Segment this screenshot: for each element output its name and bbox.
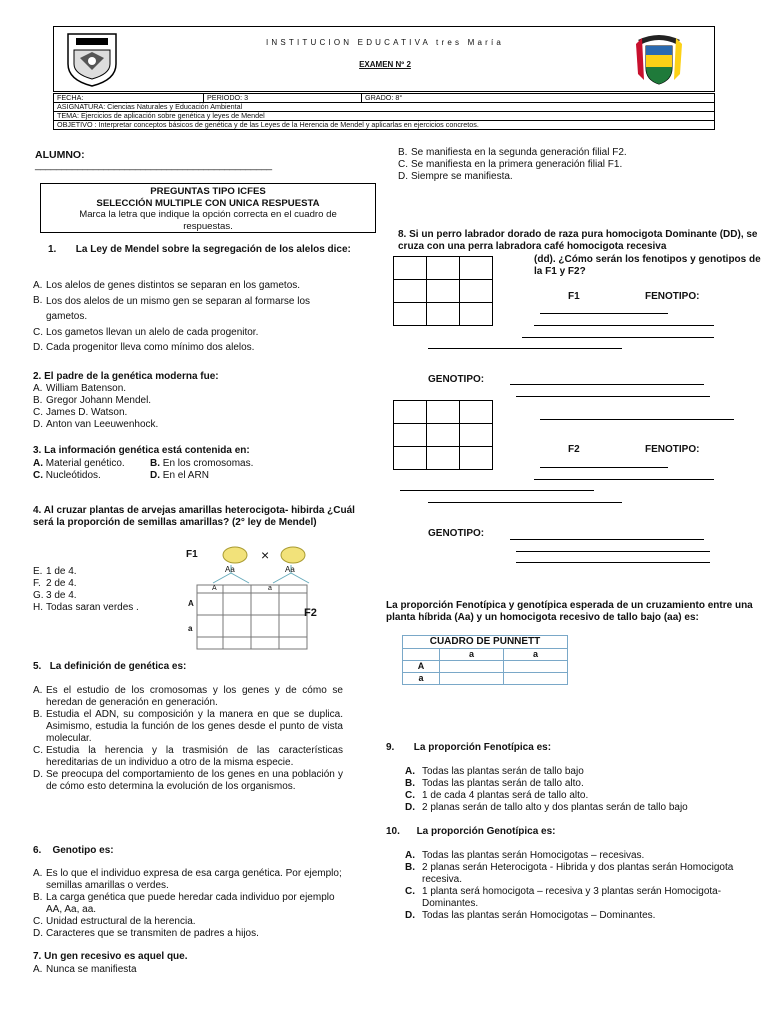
q10-option-b[interactable]: B. 2 planas serán Heterocigota - Hibrida y dos plantas serán Homocigota recesiva.	[405, 862, 734, 885]
q9-option-b[interactable]: B. Todas las plantas serán de tallo alto.	[405, 778, 584, 789]
answer-line[interactable]	[400, 490, 594, 491]
school-logo	[62, 30, 122, 88]
colombia-coat-of-arms	[630, 30, 688, 88]
exam-number: EXAMEN Nº 2	[359, 60, 411, 69]
q10-question	[386, 826, 555, 838]
q4-f2-label: F2	[304, 607, 317, 619]
q7-option-b[interactable]: B. Se manifiesta en la segunda generación filial F2.	[398, 147, 627, 158]
q5-option-d[interactable]: D. Se preocupa del comportamiento de los genes en una población y de cómo esto determina la evolución de los organismos.	[33, 769, 343, 792]
q8-f2-fenotipo-label: FENOTIPO:	[645, 444, 700, 455]
q8-f2-punnett-grid[interactable]	[393, 400, 493, 470]
q4-parent-right: Aa	[285, 565, 295, 574]
q10-text: La proporción Genotípica es:	[416, 826, 556, 837]
tema-row: TEMA: Ejercicios de aplicación sobre genética y leyes de Mendel	[54, 112, 714, 121]
q9-number: 9.	[386, 742, 395, 753]
info-table	[53, 93, 715, 130]
q3-option-b[interactable]: B. En los cromosomas.	[150, 458, 254, 469]
answer-line[interactable]	[510, 539, 704, 540]
answer-line[interactable]	[534, 325, 714, 326]
q8-f2-genotipo-label: GENOTIPO:	[428, 528, 485, 539]
q8-f1-label: F1	[568, 291, 580, 302]
punnett-row-1: A	[403, 661, 440, 673]
q3-options-row2	[33, 470, 353, 482]
header-box	[53, 26, 715, 92]
q9-options	[405, 766, 755, 814]
icfes-instruction: Marca la letra que indique la opción correcta en el cuadro de respuestas.	[79, 209, 337, 232]
q4-question: 4. Al cruzar plantas de arvejas amarillas heterocigota- hibirda ¿Cuál será la proporción de semillas amarillas? (2° ley de Mendel)	[33, 505, 355, 528]
q10-option-c[interactable]: C. 1 planta será homocigota – recesiva y 3 plantas serán Homocigota-Dominantes.	[405, 886, 722, 909]
objetivo-row: OBJETIVO : Interpretar conceptos básicos de genética y de las Leyes de la Herencia de Mendel y aplicarlas en ejercicios concretos.	[57, 121, 479, 129]
q2-question: 2. El padre de la genética moderna fue:	[33, 371, 219, 382]
q7-option-c[interactable]: C. Se manifiesta en la primera generación filial F1.	[398, 159, 623, 170]
q3-question: 3. La información genética está contenida en:	[33, 445, 250, 456]
q3-option-a[interactable]: A. Material genético.	[33, 458, 125, 469]
punnett-corner	[403, 649, 440, 661]
punnett-cell[interactable]	[440, 673, 504, 685]
punnett-cell[interactable]	[504, 673, 568, 685]
q5-option-a[interactable]: A. Es el estudio de los cromosomas y los genes y de cómo se heredan de generación en generación.	[33, 685, 343, 708]
info-row-date	[54, 94, 714, 103]
q1-option-a[interactable]: A. Los alelos de genes distintos se separan en los gametos.	[33, 280, 301, 291]
answer-line[interactable]	[522, 337, 714, 338]
q8-question-cont: (dd). ¿Cómo serán los fenotipos y genotipos de la F1 y F2?	[534, 254, 761, 277]
answer-line[interactable]	[516, 396, 710, 397]
q2-options	[33, 383, 333, 431]
q4-punnett-figure	[183, 543, 321, 651]
q8-f1-punnett-grid[interactable]	[393, 256, 493, 326]
q7-question: 7. Un gen recesivo es aquel que.	[33, 951, 188, 962]
proportion-prompt: La proporción Fenotípica y genotípica esperada de un cruzamiento entre una planta híbrida (Aa) y un homocigota recesivo de tallo bajo (aa) es:	[386, 600, 753, 623]
q7-options-continued	[398, 147, 728, 183]
q4-f1-label: F1	[186, 549, 198, 560]
q1-number: 1.	[48, 244, 57, 255]
q10-option-a[interactable]: A. Todas las plantas serán Homocigotas – recesivas.	[405, 850, 645, 861]
q6-option-a[interactable]: A. Es lo que el individuo expresa de esa carga genética. Por ejemplo; semillas amarillas o verdes.	[33, 868, 342, 891]
punnett-row-2: a	[403, 673, 440, 685]
q10-options	[405, 850, 755, 922]
punnett-col-1: a	[440, 649, 504, 661]
icfes-instructions-box	[40, 183, 376, 233]
punnett-cell[interactable]	[504, 661, 568, 673]
q9-option-a[interactable]: A. Todas las plantas serán de tallo bajo	[405, 766, 584, 777]
q1-options	[33, 280, 353, 354]
icfes-subtitle: SELECCIÓN MULTIPLE CON UNICA RESPUESTA	[96, 197, 320, 209]
student-line: _____________________________________________	[35, 160, 272, 171]
q6-question	[33, 845, 114, 857]
q1-question	[48, 244, 368, 256]
punnett-title: CUADRO DE PUNNETT	[403, 636, 568, 649]
q6-number: 6.	[33, 845, 42, 856]
q9-option-c[interactable]: C. 1 de cada 4 plantas será de tallo alto.	[405, 790, 589, 801]
q5-text: La definición de genética es:	[49, 661, 187, 672]
q10-option-d[interactable]: D. Todas las plantas serán Homocigotas – Dominantes.	[405, 910, 656, 921]
answer-line[interactable]	[510, 384, 704, 385]
answer-line[interactable]	[540, 313, 668, 314]
answer-line[interactable]	[428, 348, 622, 349]
grado-field: GRADO: 8°	[365, 94, 403, 102]
answer-line[interactable]	[516, 562, 710, 563]
asignatura-row: ASIGNATURA: Ciencias Naturales y Educación Ambiental	[54, 103, 714, 112]
q7-option-d[interactable]: D. Siempre se manifiesta.	[398, 171, 513, 182]
q5-question	[33, 661, 186, 673]
punnett-square	[402, 635, 568, 685]
q4-row-a-upper: A	[188, 599, 194, 608]
q6-option-b[interactable]: B. La carga genética que puede heredar cada individuo por ejemplo AA, Aa, aa.	[33, 892, 335, 915]
q4-options	[33, 566, 183, 614]
q9-question	[386, 742, 551, 754]
q8-question: 8. Si un perro labrador dorado de raza pura homocigota Dominante (DD), se cruza con una perra labradora café homocigota recesiva	[398, 229, 758, 252]
q8-f1-genotipo-label: GENOTIPO:	[428, 374, 485, 385]
q4-col-a-upper: A	[212, 585, 217, 592]
q5-option-c[interactable]: C. Estudia la herencia y la trasmisión de las características hereditarias de un individuo a otro de la misma especie.	[33, 745, 343, 768]
q5-number: 5.	[33, 661, 42, 672]
periodo-field: PERIODO: 3	[204, 94, 362, 102]
q4-parent-left: Aa	[225, 565, 235, 574]
q4-option-h[interactable]: H. Todas saran verdes .	[33, 602, 139, 613]
q1-option-b[interactable]: B. Los dos alelos de un mismo gen se separan al formarse los gametos.	[33, 295, 311, 322]
q1-option-c[interactable]: C. Los gametos llevan un alelo de cada progenitor.	[33, 327, 259, 338]
q4-option-e[interactable]: E. 1 de 4.	[33, 566, 77, 577]
punnett-cell[interactable]	[440, 661, 504, 673]
q1-option-d[interactable]: D. Cada progenitor lleva como mínimo dos alelos.	[33, 342, 255, 353]
q4-option-g[interactable]: G. 3 de 4.	[33, 590, 77, 601]
q4-row-a-lower: a	[188, 624, 193, 633]
answer-line[interactable]	[534, 479, 714, 480]
q10-number: 10.	[386, 826, 400, 837]
institution-name: INSTITUCION EDUCATIVA tres María	[265, 38, 505, 47]
q3-options	[33, 458, 353, 482]
punnett-col-2: a	[504, 649, 568, 661]
student-label: ALUMNO:	[35, 149, 85, 161]
q4-option-f[interactable]: F. 2 de 4.	[33, 578, 77, 589]
icfes-title: PREGUNTAS TIPO ICFES	[150, 186, 266, 197]
answer-line[interactable]	[540, 467, 668, 468]
q2-option-b[interactable]: B. Gregor Johann Mendel.	[33, 395, 152, 406]
q1-text: La Ley de Mendel sobre la segregación de los alelos dice:	[75, 244, 351, 255]
q8-f1-fenotipo-label: FENOTIPO:	[645, 291, 700, 302]
q3-options-row1	[33, 458, 353, 470]
q6-text: Genotipo es:	[52, 845, 114, 856]
q3-option-c[interactable]: C. Nucleótidos.	[33, 470, 101, 481]
q7-option-a[interactable]: A. Nunca se manifiesta	[33, 964, 137, 975]
q9-option-d[interactable]: D. 2 planas serán de tallo alto y dos plantas serán de tallo bajo	[405, 802, 688, 813]
q6-option-c[interactable]: C. Unidad estructural de la herencia.	[33, 916, 196, 927]
answer-line[interactable]	[540, 419, 734, 420]
q4-col-a-lower: a	[268, 585, 272, 592]
q2-option-c[interactable]: C. James D. Watson.	[33, 407, 128, 418]
q2-option-d[interactable]: D. Anton van Leeuwenhock.	[33, 419, 159, 430]
answer-line[interactable]	[428, 502, 622, 503]
q6-option-d[interactable]: D. Caracteres que se transmiten de padres a hijos.	[33, 928, 259, 939]
q3-option-d[interactable]: D. En el ARN	[150, 470, 209, 481]
q6-options	[33, 868, 348, 940]
q5-option-b[interactable]: B. Estudia el ADN, su composición y la manera en que se duplica. Asimismo, estudia la función de los genes desde el punto de vista molecular.	[33, 709, 343, 744]
fecha-field: FECHA:	[54, 94, 204, 102]
q8-f2-label: F2	[568, 444, 580, 455]
q4-cross-symbol: ×	[261, 547, 270, 563]
q9-text: La proporción Fenotípica es:	[413, 742, 552, 753]
q5-options	[33, 685, 343, 793]
q2-option-a[interactable]: A. William Batenson.	[33, 383, 127, 394]
answer-line[interactable]	[516, 551, 710, 552]
